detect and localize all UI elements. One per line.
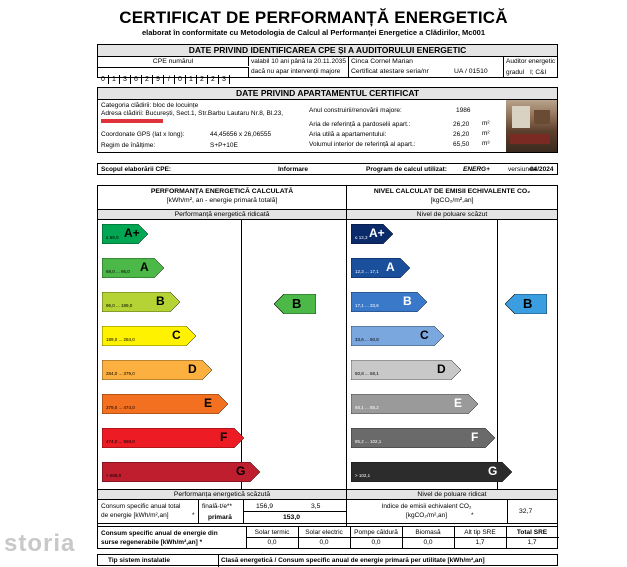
ref-area-label: Aria de referință a pardoselii apart.: xyxy=(309,121,411,128)
useful-area-label: Aria utilă a apartamentului: xyxy=(309,131,387,138)
emissions-band-range: 68,1 ... 85,2 xyxy=(355,405,379,410)
cpe-digit: 6 xyxy=(131,75,142,84)
ref-area-value: 26,20 xyxy=(453,121,470,128)
volume-unit: m³ xyxy=(482,140,490,147)
energy-band-letter: C xyxy=(172,328,181,342)
useful-area-unit: m² xyxy=(482,130,490,137)
energy-panel xyxy=(97,185,347,540)
energy-band-range: 379,0 ... 474,0 xyxy=(106,405,135,410)
emissions-band-e xyxy=(351,394,478,414)
energy-band-g xyxy=(102,462,260,482)
energy-band-range: ≤ 69,0 xyxy=(106,235,119,240)
energy-band-range: 284,0 ... 379,0 xyxy=(106,371,135,376)
validity-note: dacă nu apar intervenții majore xyxy=(251,68,341,75)
scope-label: Scopul elaborării CPE: xyxy=(101,166,172,173)
id-section xyxy=(97,44,558,83)
emission-index-value: 32,7 xyxy=(519,508,533,515)
emissions-band-b xyxy=(351,292,427,312)
grade-value: I; C&I xyxy=(530,69,547,76)
emissions-band-shape xyxy=(351,326,444,346)
validity-text: valabil 10 ani până la 20.11.2035 xyxy=(251,58,346,65)
renewables-col-value: 0,0 xyxy=(319,539,329,546)
emissions-current-arrow xyxy=(505,294,547,314)
renewables-label-2: surse regenerabile [kWh/m²,an] * xyxy=(101,539,203,546)
energy-top-label: Performanță energetică ridicată xyxy=(98,209,346,220)
emissions-band-range: 33,6 ... 50,8 xyxy=(355,337,379,342)
energy-band-range: 69,0 ... 96,0 xyxy=(106,269,130,274)
gps-label: Coordonate GPS (lat x long): xyxy=(101,131,185,138)
energy-bands xyxy=(98,186,346,486)
energy-unit: [kWh/m², an - energie primară totală] xyxy=(166,197,278,204)
emission-index-star: * xyxy=(471,512,474,519)
energy-band-range: 96,0 ... 189,0 xyxy=(106,303,133,308)
auditor-name: Cinca Cornel Marian xyxy=(351,58,413,65)
id-section-header: DATE PRIVIND IDENTIFICAREA CPE ȘI A AUDITORULUI ENERGETIC xyxy=(98,45,557,57)
energy-band-letter: B xyxy=(156,294,165,308)
renewables-col-header: Pompe căldură xyxy=(354,529,398,536)
final-label: finală-t/e** xyxy=(202,503,232,510)
renewables-col-value: 0,0 xyxy=(267,539,277,546)
cpe-digit: 1 xyxy=(109,75,120,84)
energy-band-range: > 569,0 xyxy=(106,473,122,478)
storia-watermark: storia xyxy=(4,530,76,557)
auditor-label: Auditor energetic xyxy=(506,58,556,65)
scope-row xyxy=(97,163,558,175)
emissions-band-a-plus xyxy=(351,224,393,244)
energy-band-letter: E xyxy=(204,396,213,410)
consumption-label-star: * xyxy=(192,512,195,519)
certificate-title: CERTIFICAT DE PERFORMANȚĂ ENERGETICĂ xyxy=(119,8,508,27)
emissions-bands xyxy=(347,186,557,486)
emissions-band-f xyxy=(351,428,495,448)
footer-class-consumption: Clasă energetică / Consum specific anual de energie primară per utilitate [kWh/m²,an] xyxy=(221,557,485,564)
renewables-col-value: 1,7 xyxy=(475,539,485,546)
emissions-band-d xyxy=(351,360,461,380)
cpe-number-label: CPE numărul xyxy=(98,57,249,66)
energy-bottom-label: Performanța energetică scăzută xyxy=(98,489,346,500)
energy-band-e xyxy=(102,394,228,414)
consumption-block xyxy=(98,500,346,524)
cpe-digit: 2 xyxy=(208,75,219,84)
energy-band-d xyxy=(102,360,212,380)
energy-current-class: B xyxy=(292,296,302,311)
primary-value: 153,0 xyxy=(283,514,301,521)
emissions-band-letter: C xyxy=(420,328,429,342)
program-value: ENERG+ xyxy=(463,166,490,173)
grade-label: gradul xyxy=(506,69,525,76)
renewables-col-value: 1,7 xyxy=(527,539,537,546)
cpe-digit: 2 xyxy=(142,75,153,84)
emissions-band-letter: A+ xyxy=(369,226,385,240)
emissions-current-class: B xyxy=(523,296,533,311)
energy-band-f xyxy=(102,428,244,448)
renewables-col-header: Solar termic xyxy=(254,529,290,536)
cpe-digit: / xyxy=(164,75,175,84)
apartment-section xyxy=(97,87,558,153)
emission-index-block xyxy=(347,500,557,524)
auditor-cert-label: Certificat atestare seria/nr xyxy=(351,68,429,75)
energy-band-letter: D xyxy=(188,362,197,376)
volume-value: 65,50 xyxy=(453,141,470,148)
emissions-band-shape xyxy=(351,292,427,312)
consumption-label-1: Consum specific anual total xyxy=(101,503,181,510)
renewables-row xyxy=(97,526,558,549)
apartment-section-header: DATE PRIVIND APARTAMENTUL CERTIFICAT xyxy=(98,88,557,100)
gps-value: 44,45656 x 26,06555 xyxy=(210,131,272,138)
cpe-digit: 2 xyxy=(197,75,208,84)
emissions-band-a xyxy=(351,258,410,278)
footer-row xyxy=(97,554,558,566)
auditor-cert-value: UA / 01510 xyxy=(454,68,488,75)
cpe-digit: 0 xyxy=(98,75,109,84)
energy-band-b xyxy=(102,292,180,312)
energy-band-letter: F xyxy=(220,430,228,444)
energy-band-letter: A xyxy=(140,260,149,274)
cpe-number-digits xyxy=(98,67,249,83)
emissions-band-range: 17,1 ... 33,6 xyxy=(355,303,379,308)
program-label: Program de calcul utilizat: xyxy=(366,166,447,173)
cpe-digit: 3 xyxy=(120,75,131,84)
final-thermal-value: 156,9 xyxy=(256,503,274,510)
emissions-band-letter: D xyxy=(437,362,446,376)
emissions-top-label: Nivel de poluare scăzut xyxy=(347,209,557,220)
energy-band-range: 474,0 ... 569,0 xyxy=(106,439,135,444)
emissions-header: NIVEL CALCULAT DE EMISII ECHIVALENTE CO₂ xyxy=(373,188,531,195)
useful-area-value: 26,20 xyxy=(453,131,470,138)
address-redaction xyxy=(101,119,163,123)
cpe-digit: 0 xyxy=(175,75,186,84)
building-category: Categoria clădirii: bloc de locuințe xyxy=(101,102,199,109)
emissions-panel xyxy=(346,185,558,540)
renewables-col-header: Alt tip SRE xyxy=(464,529,496,536)
energy-band-shape xyxy=(102,326,196,346)
emission-index-label-1: Indice de emisii echivalent CO₂ xyxy=(381,503,472,510)
energy-band-letter: A+ xyxy=(124,226,140,240)
height-label: Regim de înălțime: xyxy=(101,142,156,149)
energy-header: PERFORMANȚA ENERGETICĂ CALCULATĂ xyxy=(150,188,294,195)
primary-label: primară xyxy=(208,514,232,521)
energy-band-shape xyxy=(102,258,164,278)
height-value: S+P+10E xyxy=(210,142,238,149)
emissions-band-g xyxy=(351,462,512,482)
volume-label: Volumul interior de referință al apart.: xyxy=(309,141,416,148)
emissions-band-letter: G xyxy=(488,464,498,478)
emissions-unit: [kgCO₂/m²,an] xyxy=(430,197,474,204)
ref-area-unit: m² xyxy=(482,120,490,127)
emissions-band-range: 50,8 ... 68,1 xyxy=(355,371,379,376)
energy-current-arrow xyxy=(274,294,316,314)
emissions-band-letter: E xyxy=(454,396,463,410)
emissions-bottom-label: Nivel de poluare ridicat xyxy=(347,489,557,500)
renewables-col-value: 0,0 xyxy=(423,539,433,546)
emission-index-label-2: [kgCO₂/m²,an] xyxy=(405,512,448,519)
cpe-digit: 1 xyxy=(186,75,197,84)
version-value: 04/2024 xyxy=(530,166,554,173)
energy-band-a xyxy=(102,258,164,278)
year-label: Anul construirii/renovării majore: xyxy=(309,107,402,114)
emissions-band-letter: B xyxy=(403,294,412,308)
apartment-photo xyxy=(506,100,557,152)
emissions-band-range: 12,3 ... 17,1 xyxy=(355,269,379,274)
emissions-band-letter: A xyxy=(386,260,395,274)
emissions-band-range: > 102,1 xyxy=(355,473,371,478)
building-address: Adresa clădirii: București, Sect.1, Str.Barbu Lautaru Nr.8, Bl.23, xyxy=(101,110,284,117)
emissions-band-range: 85,2 ... 102,1 xyxy=(355,439,382,444)
energy-band-shape xyxy=(102,292,180,312)
final-electric-value: 3,5 xyxy=(311,503,321,510)
cpe-digit: 3 xyxy=(219,75,230,84)
emissions-band-letter: F xyxy=(471,430,479,444)
renewables-col-value: 0,0 xyxy=(371,539,381,546)
version-label: versiunea xyxy=(508,166,537,173)
emissions-band-shape xyxy=(351,258,410,278)
energy-band-range: 189,0 ... 284,0 xyxy=(106,337,135,342)
energy-band-c xyxy=(102,326,196,346)
energy-band-letter: G xyxy=(236,464,246,478)
consumption-label-2: de energie [kWh/m²,an] xyxy=(101,512,169,519)
renewables-label-1: Consum specific anual de energie din xyxy=(101,530,218,537)
energy-band-a-plus xyxy=(102,224,148,244)
cpe-digit: 9 xyxy=(153,75,164,84)
renewables-col-header: Biomasă xyxy=(415,529,441,536)
emissions-band-c xyxy=(351,326,444,346)
emissions-band-range: ≤ 12,3 xyxy=(355,235,368,240)
renewables-col-header: Total SRE xyxy=(516,529,548,536)
renewables-col-header: Solar electric xyxy=(305,529,343,536)
footer-system-type: Tip sistem instalatie xyxy=(108,557,171,564)
year-value: 1986 xyxy=(456,107,471,114)
scope-value: Informare xyxy=(278,166,308,173)
certificate-subtitle: elaborat în conformitate cu Metodologia de Calcul al Performanței Energetice a Clădirilor, Mc001 xyxy=(141,28,485,37)
